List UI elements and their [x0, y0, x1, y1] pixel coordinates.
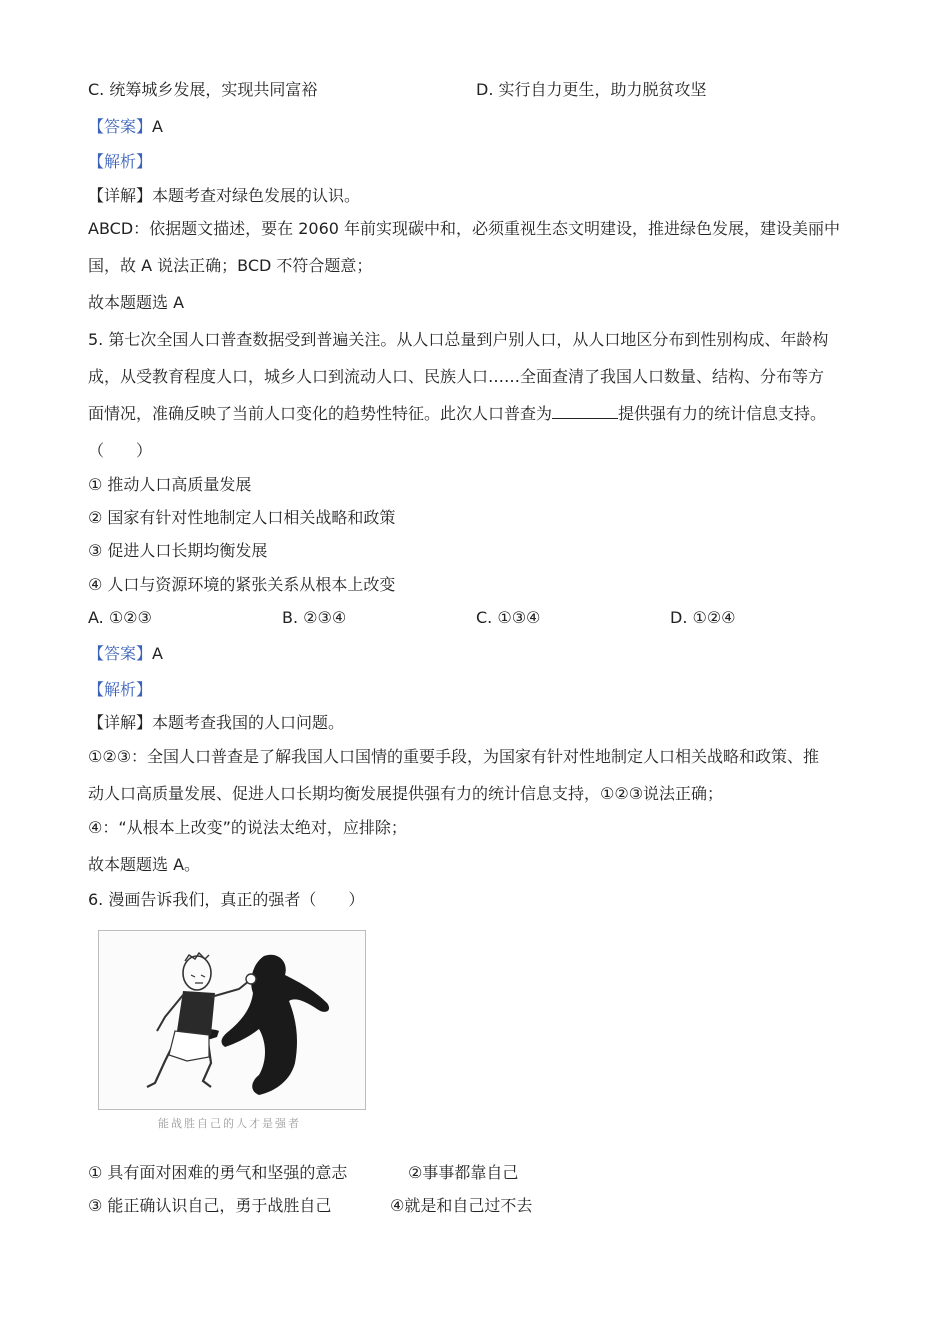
- q4-option-c: C. 统筹城乡发展，实现共同富裕: [88, 80, 318, 99]
- cartoon-image: [98, 930, 366, 1110]
- q5-option-a: A. ①②③: [88, 608, 152, 627]
- q5-item-2: ② 国家有针对性地制定人口相关战略和政策: [88, 508, 396, 527]
- q6-item-3: ③ 能正确认识自己，勇于战胜自己: [88, 1196, 332, 1215]
- q6-stem: 6. 漫画告诉我们，真正的强者（ ）: [88, 890, 365, 909]
- q5-option-c: C. ①③④: [476, 608, 541, 627]
- q5-stem-text-a: 面情况，准确反映了当前人口变化的趋势性特征。此次人口普查为: [88, 404, 553, 423]
- q5-item-1: ① 推动人口高质量发展: [88, 475, 252, 494]
- q4-analysis-tag: 【解析】: [88, 152, 153, 171]
- q4-detail: 【详解】本题考查对绿色发展的认识。: [88, 186, 361, 205]
- q5-conclusion: 故本题题选 A。: [88, 855, 201, 874]
- q4-explanation-line1: ABCD：依据题文描述，要在 2060 年前实现碳中和，必须重视生态文明建设，推进绿色发展，建设美丽中: [88, 219, 841, 238]
- q5-detail: 【详解】本题考查我国的人口问题。: [88, 713, 345, 732]
- q6-item-1: ① 具有面对困难的勇气和坚强的意志: [88, 1163, 348, 1182]
- q5-answer: [88, 643, 163, 665]
- q5-stem-text-b: 提供强有力的统计信息支持。: [618, 404, 827, 423]
- answer-value: A: [152, 644, 163, 663]
- q5-option-b: B. ②③④: [282, 608, 347, 627]
- q5-stem-line1: 5. 第七次全国人口普查数据受到普遍关注。从人口总量到户别人口，从人口地区分布到性别构成、年龄构: [88, 330, 829, 349]
- q5-option-d: D. ①②④: [670, 608, 736, 627]
- cartoon-caption: 能战胜自己的人才是强者: [158, 1117, 301, 1130]
- q5-item-3: ③ 促进人口长期均衡发展: [88, 541, 268, 560]
- q4-conclusion: 故本题题选 A: [88, 293, 185, 312]
- q5-explanation-line1: ①②③：全国人口普查是了解我国人口国情的重要手段，为国家有针对性地制定人口相关战略和政策、推: [88, 747, 820, 766]
- answer-tag: 【答案】: [88, 117, 153, 136]
- q4-answer: [88, 116, 163, 138]
- q5-stem-line3: [88, 403, 826, 425]
- answer-blank: [552, 404, 618, 419]
- q5-item-4: ④ 人口与资源环境的紧张关系从根本上改变: [88, 575, 396, 594]
- q5-analysis-tag: 【解析】: [88, 680, 153, 699]
- cartoon-drawing: [99, 931, 365, 1109]
- q5-explanation-line2: 动人口高质量发展、促进人口长期均衡发展提供强有力的统计信息支持，①②③说法正确；: [88, 784, 724, 803]
- q6-item-2: ②事事都靠自己: [408, 1163, 519, 1182]
- answer-value: A: [152, 117, 163, 136]
- q5-explanation-line3: ④：“从根本上改变”的说法太绝对，应排除；: [88, 818, 407, 837]
- q4-explanation-line2: 国，故 A 说法正确；BCD 不符合题意；: [88, 256, 373, 275]
- answer-tag: 【答案】: [88, 644, 153, 663]
- q4-option-d: D. 实行自力更生，助力脱贫攻坚: [476, 80, 707, 99]
- q5-stem-line2: 成，从受教育程度人口，城乡人口到流动人口、民族人口……全面查清了我国人口数量、结构、分布等方: [88, 367, 825, 386]
- q6-item-4: ④就是和自己过不去: [390, 1196, 533, 1215]
- q5-parentheses: （ ）: [88, 441, 153, 460]
